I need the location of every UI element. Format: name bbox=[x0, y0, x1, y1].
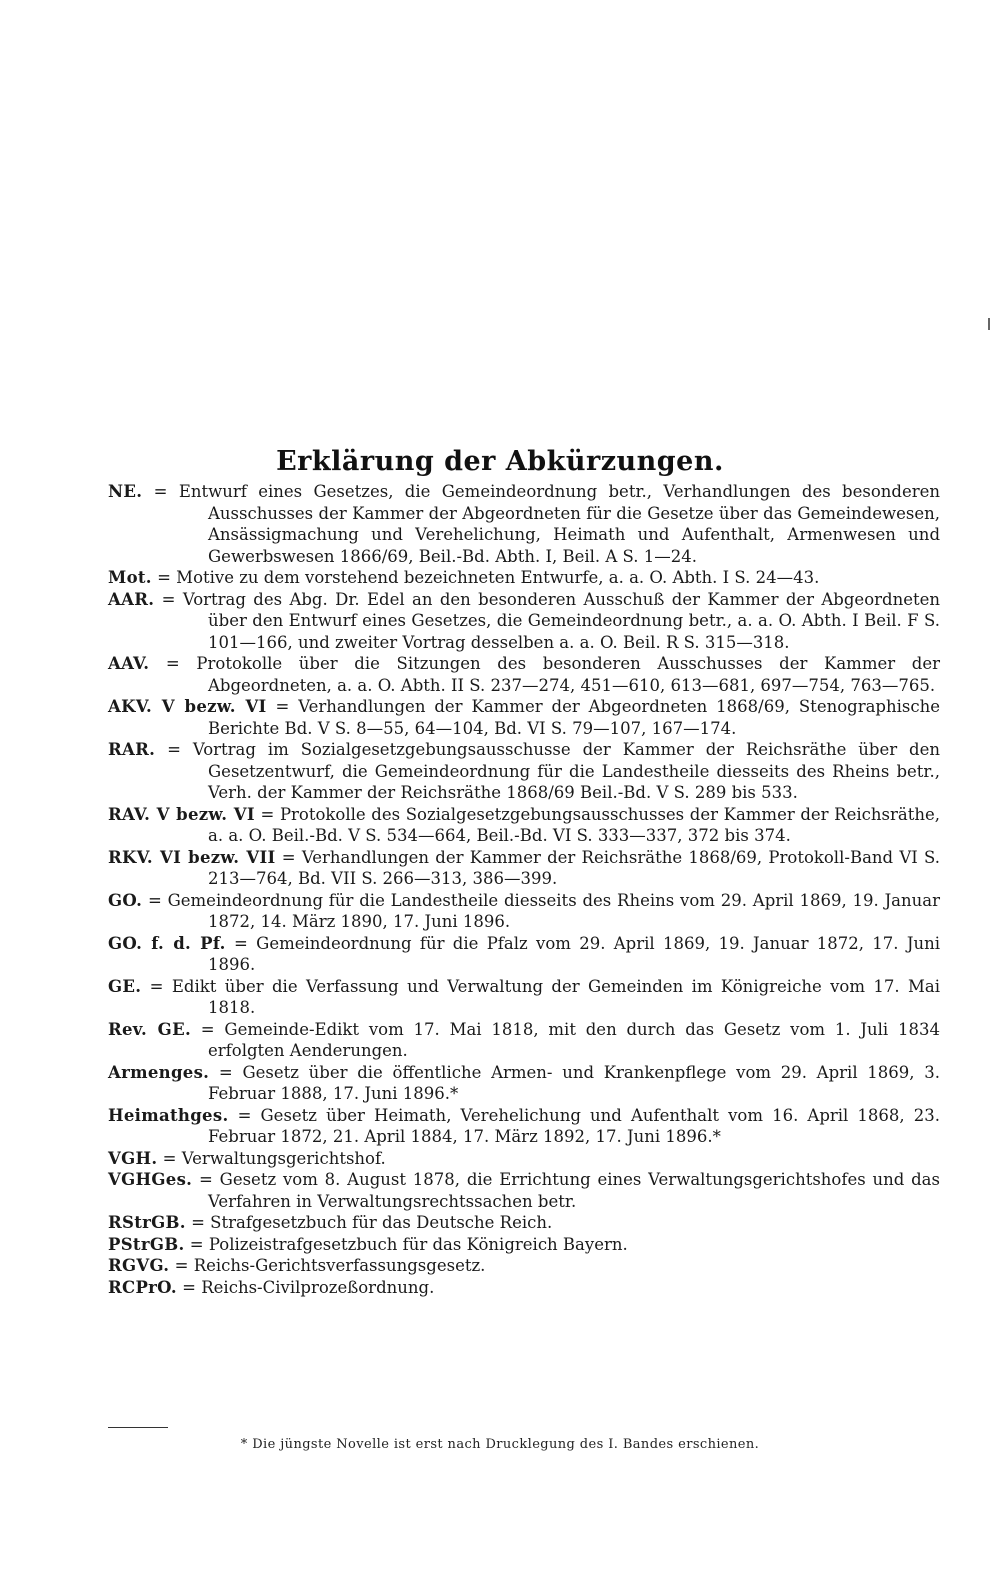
abbreviation: PStrGB. bbox=[108, 1234, 185, 1254]
abbreviation-definition: Verhandlungen der Kammer der Abgeordneten 1868/69, Stenographische Berichte Bd. V S. 8—55, 64—104, Bd. VI S. 79—107, 167—174. bbox=[208, 697, 940, 738]
page-title: Erklärung der Abkürzungen. bbox=[276, 446, 724, 478]
abbreviation-entry: GO. = Gemeindeordnung für die Landestheile diesseits des Rheins vom 29. April 1869, 19. Januar 1872, 14. März 1890, 17. Juni 1896. bbox=[108, 890, 940, 931]
abbreviation: Armenges. bbox=[108, 1062, 210, 1082]
abbreviation-entry: VGHGes. = Gesetz vom 8. August 1878, die Errichtung eines Verwaltungsgerichtshofes und das Verfahren in Verwaltungsrechtssachen betr. bbox=[108, 1170, 940, 1211]
abbreviation-entry: RAV. V bezw. VI = Protokolle des Sozialgesetzgebungsausschusses der Kammer der Reichsräthe, a. a. O. Beil.-Bd. V S. 534—664, Beil.-Bd. VI S. 333—337, 372 bis 374. bbox=[108, 804, 940, 845]
abbreviation-definition: Strafgesetzbuch für das Deutsche Reich. bbox=[210, 1213, 553, 1232]
abbreviation-definition: Reichs-Civilprozeßordnung. bbox=[201, 1277, 435, 1297]
footnote: * Die jüngste Novelle ist erst nach Drucklegung des I. Bandes erschienen. bbox=[240, 1437, 760, 1452]
abbreviation-entry: Armenges. = Gesetz über die öffentliche Armen- und Krankenpflege vom 29. April 1869, 3. Februar 1888, 17. Juni 1896.* bbox=[108, 1062, 940, 1103]
abbreviation-definition: Reichs-Gerichtsverfassungsgesetz. bbox=[193, 1256, 486, 1275]
abbreviation: RKV. VI bezw. VII bbox=[108, 847, 276, 867]
abbreviation-entry: Heimathges. = Gesetz über Heimath, Verehelichung und Aufenthalt vom 16. April 1868, 23. Februar 1872, 21. April 1884, 17. März 1892, 17. Juni 1896.* bbox=[108, 1105, 940, 1146]
edge-mark bbox=[988, 318, 990, 330]
abbreviation-definition: Edikt über die Verfassung und Verwaltung der Gemeinden im Königreiche vom 17. Mai 1818. bbox=[171, 976, 940, 1017]
abbreviation: AAR. bbox=[108, 589, 155, 609]
abbreviation: GO. f. d. Pf. bbox=[108, 933, 226, 953]
abbreviation-definition: Gesetz über Heimath, Verehelichung und Aufenthalt vom 16. April 1868, 23. Februar 1872, 21. April 1884, 17. März 1892, 17. Juni 1896.* bbox=[208, 1105, 940, 1146]
abbreviation-definition: Protokolle über die Sitzungen des besonderen Ausschusses der Kammer der Abgeordneten, a. a. O. Abth. II S. 237—274, 451—610, 613—681, 697—754, 763—765. bbox=[196, 654, 940, 695]
footnote-rule bbox=[108, 1427, 168, 1428]
abbreviation-entry: AKV. V bezw. VI = Verhandlungen der Kammer der Abgeordneten 1868/69, Stenographische Berichte Bd. V S. 8—55, 64—104, Bd. VI S. 79—107, 167—174. bbox=[108, 697, 940, 738]
abbreviation-entry: VGH. = Verwaltungsgerichtshof. bbox=[108, 1148, 386, 1168]
abbreviation-entry: AAV. = Protokolle über die Sitzungen des besonderen Ausschusses der Kammer der Abgeordneten, a. a. O. Abth. II S. 237—274, 451—610, 613—681, 697—754, 763—765. bbox=[108, 654, 940, 695]
abbreviation: RStrGB. bbox=[108, 1213, 186, 1232]
abbreviation-definition: Polizeistrafgesetzbuch für das Königreich Bayern. bbox=[208, 1234, 628, 1254]
abbreviation-entry: Mot. = Motive zu dem vorstehend bezeichneten Entwurfe, a. a. O. Abth. I S. 24—43. bbox=[108, 568, 820, 587]
abbreviation: AAV. bbox=[108, 654, 150, 673]
abbreviation-definition: Verhandlungen der Kammer der Reichsräthe 1868/69, Protokoll-Band VI S. 213—764, Bd. VII S. 266—313, 386—399. bbox=[208, 847, 940, 888]
abbreviation-entry: NE. = Entwurf eines Gesetzes, die Gemeindeordnung betr., Verhandlungen des besonderen Ausschusses der Kammer der Abgeordneten für die Gesetze über das Gemeindewesen, Ansässigmachung und Verehelichung, Heimath und Aufenthalt, Armenwesen und Gewerbswesen 1866/69, Beil.-Bd. Abth. I, Beil. A S. 1—24. bbox=[108, 482, 940, 566]
abbreviation-entry: Rev. GE. = Gemeinde-Edikt vom 17. Mai 1818, mit den durch das Gesetz vom 1. Juli 1834 erfolgten Aenderungen. bbox=[108, 1019, 940, 1060]
abbreviation-entry: RStrGB. = Strafgesetzbuch für das Deutsche Reich. bbox=[108, 1213, 553, 1232]
abbreviation: NE. bbox=[108, 482, 143, 501]
abbreviation-definition: Gesetz über die öffentliche Armen- und Krankenpflege vom 29. April 1869, 3. Februar 1888, 17. Juni 1896.* bbox=[208, 1062, 940, 1103]
abbreviation-definition: Gemeindeordnung für die Pfalz vom 29. April 1869, 19. Januar 1872, 17. Juni 1896. bbox=[208, 933, 940, 974]
abbreviation-entry: AAR. = Vortrag des Abg. Dr. Edel an den besonderen Ausschuß der Kammer der Abgeordneten über den Entwurf eines Gesetzes, die Gemeindeordnung betr., a. a. O. Abth. I Beil. F S. 101—166, und zweiter Vortrag desselben a. a. O. Beil. R S. 315—318. bbox=[108, 589, 940, 652]
abbreviation-definition: Motive zu dem vorstehend bezeichneten Entwurfe, a. a. O. Abth. I S. 24—43. bbox=[176, 568, 820, 587]
abbreviation: GO. bbox=[108, 890, 143, 910]
abbreviation-definition: Protokolle des Sozialgesetzgebungsausschusses der Kammer der Reichsräthe, a. a. O. Beil.-Bd. V S. 534—664, Beil.-Bd. VI S. 333—337, 372 bis 374. bbox=[208, 804, 940, 845]
abbreviation-entry: RAR. = Vortrag im Sozialgesetzgebungsausschusse der Kammer der Reichsräthe über den Gesetzentwurf, die Gemeindeordnung für die Landestheile diesseits des Rheins betr., Verh. der Kammer der Reichsräthe 1868/69 Beil.-Bd. V S. 289 bis 533. bbox=[108, 740, 940, 802]
abbreviation-entry: GO. f. d. Pf. = Gemeindeordnung für die Pfalz vom 29. April 1869, 19. Januar 1872, 17. Juni 1896. bbox=[108, 933, 940, 974]
abbreviation-definition: Vortrag des Abg. Dr. Edel an den besonderen Ausschuß der Kammer der Abgeordneten über den Entwurf eines Gesetzes, die Gemeindeordnung betr., a. a. O. Abth. I Beil. F S. 101—166, und zweiter Vortrag desselben a. a. O. Beil. R S. 315—318. bbox=[182, 589, 940, 652]
abbreviation-definition: Gemeindeordnung für die Landestheile diesseits des Rheins vom 29. April 1869, 19. Januar 1872, 14. März 1890, 17. Juni 1896. bbox=[167, 890, 940, 931]
abbreviation-entry: PStrGB. = Polizeistrafgesetzbuch für das Königreich Bayern. bbox=[108, 1234, 628, 1254]
abbreviation-definition: Vortrag im Sozialgesetzgebungsausschusse der Kammer der Reichsräthe über den Gesetzentwurf, die Gemeindeordnung für die Landestheile diesseits des Rheins betr., Verh. der Kammer der Reichsräthe 1868/69 Beil.-Bd. V S. 289 bis 533. bbox=[192, 740, 940, 802]
abbreviation: AKV. V bezw. VI bbox=[108, 697, 267, 716]
abbreviation: Mot. bbox=[108, 568, 152, 587]
abbreviation-entry: GE. = Edikt über die Verfassung und Verwaltung der Gemeinden im Königreiche vom 17. Mai 1818. bbox=[108, 976, 940, 1017]
abbreviation: RAR. bbox=[108, 740, 156, 759]
abbreviation-entry: RGVG. = Reichs-Gerichtsverfassungsgesetz. bbox=[108, 1256, 486, 1275]
abbreviation: RCPrO. bbox=[108, 1277, 177, 1297]
abbreviation-list bbox=[108, 481, 940, 1298]
abbreviation-definition: Entwurf eines Gesetzes, die Gemeindeordnung betr., Verhandlungen des besonderen Ausschusses der Kammer der Abgeordneten für die Gesetze über das Gemeindewesen, Ansässigmachung und Verehelichung, Heimath und Aufenthalt, Armenwesen und Gewerbswesen 1866/69, Beil.-Bd. Abth. I, Beil. A S. 1—24. bbox=[178, 482, 940, 566]
abbreviation-entry: RKV. VI bezw. VII = Verhandlungen der Kammer der Reichsräthe 1868/69, Protokoll-Band VI S. 213—764, Bd. VII S. 266—313, 386—399. bbox=[108, 847, 940, 888]
abbreviation-definition: Gesetz vom 8. August 1878, die Errichtung eines Verwaltungsgerichtshofes und das Verfahren in Verwaltungsrechtssachen betr. bbox=[208, 1170, 940, 1211]
abbreviation: GE. bbox=[108, 976, 142, 996]
abbreviation-entry: RCPrO. = Reichs-Civilprozeßordnung. bbox=[108, 1277, 435, 1297]
abbreviation: VGH. bbox=[108, 1148, 158, 1168]
abbreviation-definition: Gemeinde-Edikt vom 17. Mai 1818, mit den durch das Gesetz vom 1. Juli 1834 erfolgten Aenderungen. bbox=[208, 1019, 940, 1060]
abbreviation: RGVG. bbox=[108, 1256, 170, 1275]
abbreviation-definition: Verwaltungsgerichtshof. bbox=[181, 1148, 386, 1168]
abbreviation: Heimathges. bbox=[108, 1105, 229, 1125]
abbreviation: Rev. GE. bbox=[108, 1019, 191, 1039]
abbreviation: VGHGes. bbox=[108, 1170, 193, 1189]
abbreviation: RAV. V bezw. VI bbox=[108, 804, 255, 824]
